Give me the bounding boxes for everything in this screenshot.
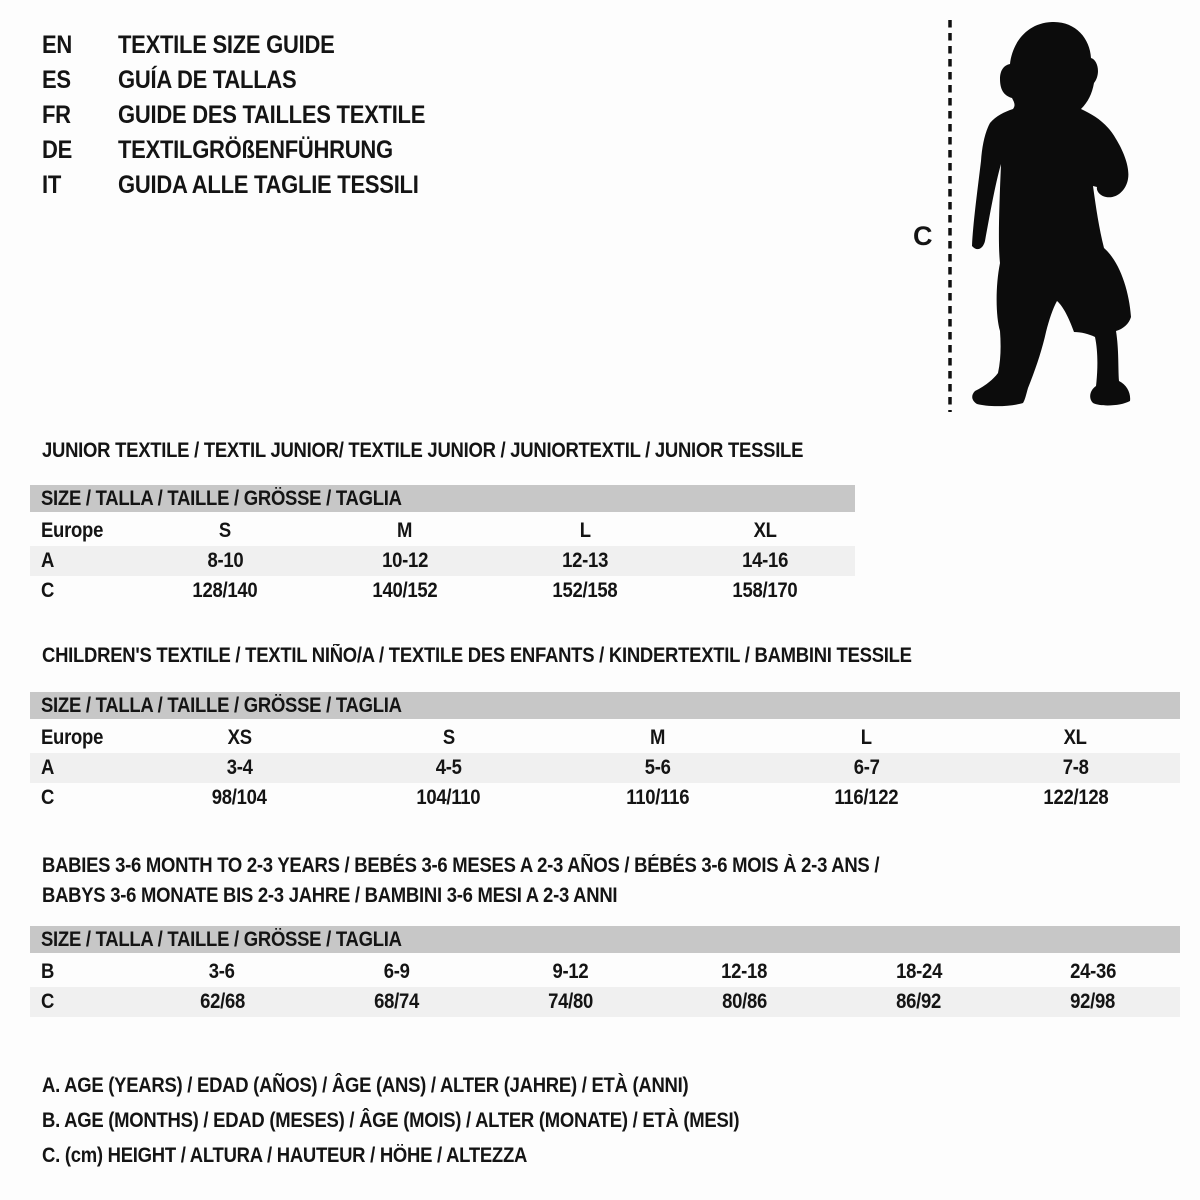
footnote-b <box>42 1103 834 1138</box>
size-cell <box>135 990 309 1014</box>
cell-text: 116/122 <box>834 786 899 809</box>
size-cell <box>135 786 344 810</box>
babies-title-line1-text: BABIES 3-6 MONTH TO 2-3 YEARS / BEBÉS 3-6 MESES A 2-3 AÑOS / BÉBÉS 3-6 MOIS À 2-3 ANS / <box>42 854 880 877</box>
size-cell <box>971 786 1180 810</box>
size-cell <box>553 756 762 780</box>
size-header-bar-text: SIZE / TALLA / TAILLE / GRÖSSE / TAGLIA <box>41 927 402 951</box>
table-row <box>30 576 855 606</box>
size-header-bar <box>30 692 1180 719</box>
size-cell <box>135 579 315 603</box>
footnotes <box>42 1068 834 1173</box>
table-row <box>30 723 1180 753</box>
cell-text: 86/92 <box>896 990 942 1013</box>
size-cell <box>1006 960 1180 984</box>
cell-text: XL <box>753 519 777 542</box>
cell-text: 9-12 <box>552 960 589 983</box>
cell-text: C <box>41 990 55 1013</box>
table-row <box>30 957 1180 987</box>
cell-text: C <box>41 579 55 602</box>
language-label-text: GUIDE DES TAILLES TEXTILE <box>118 101 426 129</box>
children-section-title-text: CHILDREN'S TEXTILE / TEXTIL NIÑO/A / TEXTILE DES ENFANTS / KINDERTEXTIL / BAMBINI TESSILE <box>42 644 912 667</box>
row-label-cell <box>30 579 135 603</box>
size-cell <box>309 960 483 984</box>
table-row <box>30 753 1180 783</box>
size-cell <box>309 990 483 1014</box>
language-code <box>42 31 118 60</box>
table-row <box>30 987 1180 1017</box>
size-cell <box>553 726 762 750</box>
cell-text: 98/104 <box>212 786 267 809</box>
size-cell <box>762 756 971 780</box>
language-row-fr <box>42 98 467 133</box>
footnote-c-text: C. (cm) HEIGHT / ALTURA / HAUTEUR / HÖHE / ALTEZZA <box>42 1143 528 1167</box>
size-cell <box>832 960 1006 984</box>
language-label <box>118 171 467 200</box>
baby-silhouette <box>905 10 1200 422</box>
cell-text: XS <box>227 726 252 749</box>
size-cell <box>483 990 657 1014</box>
size-cell <box>762 786 971 810</box>
language-code <box>42 101 118 130</box>
cell-text: L <box>860 726 873 749</box>
size-cell <box>315 579 495 603</box>
language-label <box>118 136 467 165</box>
size-cell <box>135 756 344 780</box>
size-cell <box>1006 990 1180 1014</box>
table-row <box>30 516 855 546</box>
size-header-bar-text: SIZE / TALLA / TAILLE / GRÖSSE / TAGLIA <box>41 693 402 717</box>
size-cell <box>675 549 855 573</box>
size-cell <box>135 549 315 573</box>
children-size-table <box>30 692 1180 813</box>
language-code-text: IT <box>42 171 62 199</box>
language-code-text: ES <box>42 66 71 94</box>
cell-text: 110/116 <box>626 786 689 809</box>
cell-text: 140/152 <box>372 579 438 602</box>
language-label-text: TEXTILGRÖßENFÜHRUNG <box>118 136 393 164</box>
cell-text: 10-12 <box>382 549 428 572</box>
cell-text: 80/86 <box>722 990 768 1013</box>
cell-text: 3-4 <box>226 756 253 779</box>
cell-text: C <box>41 786 55 809</box>
babies-size-table <box>30 926 1180 1017</box>
cell-text: 104/110 <box>416 786 481 809</box>
size-cell <box>675 519 855 543</box>
size-header-bar <box>30 926 1180 953</box>
cell-text: S <box>218 519 232 542</box>
cell-text: 128/140 <box>192 579 258 602</box>
babies-title-line2 <box>42 881 993 911</box>
cell-text: M <box>649 726 666 749</box>
height-label-c: C <box>913 221 933 251</box>
language-row-de <box>42 133 467 168</box>
cell-text: 6-7 <box>853 756 880 779</box>
cell-text: M <box>397 519 413 542</box>
babies-section-title <box>42 851 993 911</box>
size-cell <box>344 786 553 810</box>
size-header-bar <box>30 485 855 512</box>
cell-text: 4-5 <box>435 756 462 779</box>
cell-text: 8-10 <box>207 549 243 572</box>
size-cell <box>832 990 1006 1014</box>
language-code <box>42 66 118 95</box>
language-row-es <box>42 63 467 98</box>
table-row <box>30 546 855 576</box>
cell-text: 74/80 <box>547 990 593 1013</box>
language-label-text: TEXTILE SIZE GUIDE <box>118 31 335 59</box>
cell-text: 152/158 <box>552 579 618 602</box>
cell-text: S <box>442 726 455 749</box>
size-header-bar-text: SIZE / TALLA / TAILLE / GRÖSSE / TAGLIA <box>41 486 402 510</box>
cell-text: 5-6 <box>644 756 671 779</box>
cell-text: 92/98 <box>1070 990 1116 1013</box>
cell-text: B <box>41 960 55 983</box>
babies-title-line1 <box>42 851 993 881</box>
size-cell <box>344 726 553 750</box>
language-label <box>118 31 467 60</box>
children-section-title <box>42 641 1030 671</box>
language-label-text: GUÍA DE TALLAS <box>118 66 297 94</box>
size-cell <box>495 549 675 573</box>
cell-text: 68/74 <box>373 990 419 1013</box>
size-cell <box>495 579 675 603</box>
cell-text: L <box>579 519 591 542</box>
size-cell <box>315 549 495 573</box>
language-code-text: EN <box>42 31 73 59</box>
size-cell <box>135 960 309 984</box>
row-label-cell <box>30 990 135 1014</box>
cell-text: 7-8 <box>1062 756 1089 779</box>
language-code-text: DE <box>42 136 73 164</box>
cell-text: 18-24 <box>895 960 942 983</box>
row-label-cell <box>30 726 135 750</box>
row-label-cell <box>30 786 135 810</box>
row-label-cell <box>30 549 135 573</box>
cell-text: 122/128 <box>1043 786 1108 809</box>
row-label-cell <box>30 960 135 984</box>
footnote-c <box>42 1138 834 1173</box>
size-cell <box>658 990 832 1014</box>
language-label-text: GUIDA ALLE TAGLIE TESSILI <box>118 171 419 199</box>
row-label-cell <box>30 756 135 780</box>
size-cell <box>495 519 675 543</box>
babies-title-line2-text: BABYS 3-6 MONATE BIS 2-3 JAHRE / BAMBINI 3-6 MESI A 2-3 ANNI <box>42 884 618 907</box>
language-row-it <box>42 168 467 203</box>
cell-text: 14-16 <box>742 549 788 572</box>
junior-section-title-text: JUNIOR TEXTILE / TEXTIL JUNIOR/ TEXTILE JUNIOR / JUNIORTEXTIL / JUNIOR TESSILE <box>42 439 804 462</box>
language-code <box>42 171 118 200</box>
cell-text: 24-36 <box>1069 960 1116 983</box>
cell-text: 3-6 <box>209 960 236 983</box>
size-cell <box>658 960 832 984</box>
language-header <box>42 28 467 203</box>
cell-text: A <box>41 549 55 572</box>
height-figure <box>905 10 1200 422</box>
footnote-a <box>42 1068 834 1103</box>
size-cell <box>762 726 971 750</box>
size-cell <box>344 756 553 780</box>
baby-silhouette-path <box>972 22 1131 406</box>
language-label <box>118 101 467 130</box>
language-code-text: FR <box>42 101 71 129</box>
size-cell <box>553 786 762 810</box>
size-cell <box>135 726 344 750</box>
table-row <box>30 783 1180 813</box>
size-cell <box>135 519 315 543</box>
cell-text: Europe <box>41 519 104 542</box>
size-cell <box>971 726 1180 750</box>
cell-text: Europe <box>41 726 104 749</box>
footnote-a-text: A. AGE (YEARS) / EDAD (AÑOS) / ÂGE (ANS) / ALTER (JAHRE) / ETÀ (ANNI) <box>42 1073 689 1097</box>
row-label-cell <box>30 519 135 543</box>
cell-text: 158/170 <box>732 579 798 602</box>
junior-size-table <box>30 485 855 606</box>
language-label <box>118 66 467 95</box>
size-cell <box>315 519 495 543</box>
cell-text: 12-18 <box>721 960 768 983</box>
language-code <box>42 136 118 165</box>
cell-text: 62/68 <box>199 990 245 1013</box>
language-row-en <box>42 28 467 63</box>
size-cell <box>971 756 1180 780</box>
cell-text: 12-13 <box>562 549 608 572</box>
junior-section-title <box>42 436 907 466</box>
cell-text: A <box>41 756 55 779</box>
size-cell <box>483 960 657 984</box>
size-cell <box>675 579 855 603</box>
cell-text: XL <box>1063 726 1088 749</box>
cell-text: 6-9 <box>383 960 410 983</box>
footnote-b-text: B. AGE (MONTHS) / EDAD (MESES) / ÂGE (MOIS) / ALTER (MONATE) / ETÀ (MESI) <box>42 1108 740 1132</box>
